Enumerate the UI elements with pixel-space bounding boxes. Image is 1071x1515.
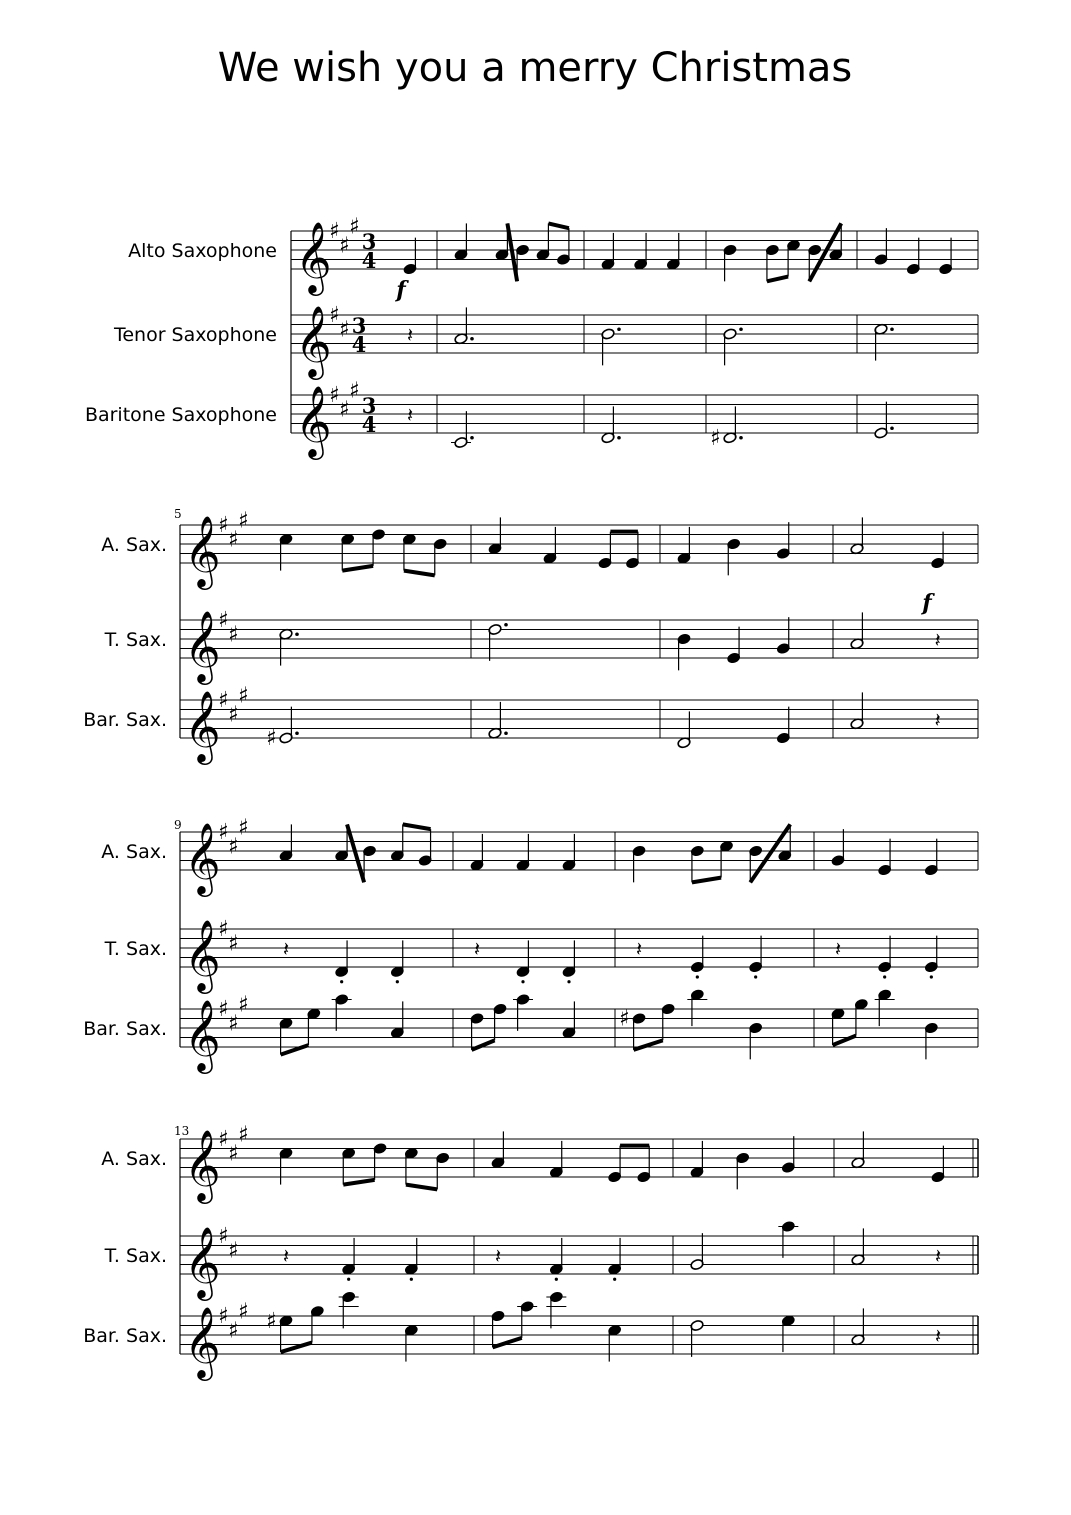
instrument-label: Alto Saxophone bbox=[128, 240, 277, 262]
staff-tenor bbox=[104, 608, 978, 685]
key-signature-sharp: ♯ bbox=[228, 931, 239, 957]
key-signature-sharp: ♯ bbox=[329, 303, 340, 328]
key-signature-sharp: ♯ bbox=[228, 1141, 239, 1167]
accidental-sharp: ♯ bbox=[619, 1006, 630, 1032]
staff-baritone bbox=[83, 989, 978, 1074]
augmentation-dot bbox=[295, 731, 299, 735]
beam bbox=[404, 571, 435, 576]
staccato-dot bbox=[754, 975, 757, 978]
instrument-label: T. Sax. bbox=[104, 629, 167, 651]
treble-clef-icon: 𝄞 bbox=[184, 1225, 221, 1298]
measure-number: 5 bbox=[174, 507, 182, 521]
quarter-rest-icon: 𝄽 bbox=[473, 937, 481, 961]
key-signature-sharp: ♯ bbox=[228, 527, 239, 553]
treble-clef-icon: 𝄞 bbox=[295, 304, 332, 377]
augmentation-dot bbox=[739, 327, 743, 331]
staff-baritone bbox=[83, 1291, 978, 1381]
quarter-rest-icon: 𝄽 bbox=[934, 708, 941, 732]
quarter-rest-icon: 𝄽 bbox=[934, 1244, 942, 1268]
instrument-label: A. Sax. bbox=[101, 534, 167, 556]
quarter-rest-icon: 𝄽 bbox=[635, 937, 643, 961]
treble-clef-icon: 𝄞 bbox=[184, 514, 221, 587]
time-signature-top: 3 bbox=[351, 313, 367, 338]
staff-alto bbox=[101, 508, 978, 590]
staccato-dot bbox=[410, 1278, 413, 1281]
beam bbox=[634, 1040, 663, 1050]
instrument-label: Bar. Sax. bbox=[83, 1018, 167, 1040]
key-signature-sharp: ♯ bbox=[339, 397, 350, 423]
treble-clef-icon: 𝄞 bbox=[184, 821, 221, 894]
beam bbox=[403, 824, 431, 829]
beam bbox=[692, 878, 721, 883]
key-signature-sharp: ♯ bbox=[339, 317, 350, 343]
staff-alto bbox=[128, 214, 978, 296]
system-2 bbox=[83, 507, 978, 765]
key-signature-sharp: ♯ bbox=[218, 513, 229, 538]
treble-clef-icon: 𝄞 bbox=[184, 689, 221, 762]
accidental-sharp: ♯ bbox=[710, 425, 721, 451]
key-signature-sharp: ♯ bbox=[238, 1122, 249, 1148]
key-signature-sharp: ♯ bbox=[218, 1304, 229, 1329]
quarter-rest-icon: 𝄽 bbox=[406, 323, 414, 347]
key-signature-sharp: ♯ bbox=[218, 820, 229, 845]
time-signature-bottom: 4 bbox=[361, 412, 377, 437]
beam bbox=[507, 223, 517, 281]
accidental-sharp: ♯ bbox=[266, 1308, 277, 1334]
treble-clef-icon: 𝄞 bbox=[184, 1305, 221, 1378]
score-title: We wish you a merry Christmas bbox=[217, 45, 853, 91]
instrument-label: Bar. Sax. bbox=[83, 1325, 167, 1347]
beam bbox=[767, 277, 788, 282]
accidental-sharp: ♯ bbox=[266, 726, 277, 751]
key-signature-sharp: ♯ bbox=[218, 688, 229, 713]
treble-clef-icon: 𝄞 bbox=[184, 998, 221, 1071]
key-signature-sharp: ♯ bbox=[238, 992, 249, 1018]
augmentation-dot bbox=[890, 426, 894, 430]
treble-clef-icon: 𝄞 bbox=[295, 220, 332, 293]
instrument-label: A. Sax. bbox=[101, 1148, 167, 1170]
key-signature-sharp: ♯ bbox=[228, 1238, 239, 1264]
key-signature-sharp: ♯ bbox=[238, 815, 249, 841]
measure-number: 13 bbox=[174, 1124, 190, 1138]
quarter-rest-icon: 𝄽 bbox=[934, 1324, 942, 1348]
staccato-dot bbox=[696, 975, 699, 978]
dynamic-marking: f bbox=[396, 277, 406, 303]
instrument-label: T. Sax. bbox=[104, 1245, 167, 1267]
instrument-label: Baritone Saxophone bbox=[84, 404, 277, 426]
instrument-label: A. Sax. bbox=[101, 841, 167, 863]
key-signature-sharp: ♯ bbox=[238, 1299, 249, 1325]
staccato-dot bbox=[930, 975, 933, 978]
system-3 bbox=[83, 815, 978, 1074]
augmentation-dot bbox=[470, 337, 474, 341]
quarter-rest-icon: 𝄽 bbox=[834, 937, 842, 961]
key-signature-sharp: ♯ bbox=[329, 383, 340, 408]
staff-baritone bbox=[85, 378, 978, 460]
time-signature-top: 3 bbox=[361, 229, 377, 254]
key-signature-sharp: ♯ bbox=[349, 378, 360, 404]
beam bbox=[472, 1040, 495, 1050]
quarter-rest-icon: 𝄽 bbox=[934, 628, 941, 652]
staff-baritone bbox=[83, 683, 978, 765]
beam bbox=[406, 1185, 437, 1190]
key-signature-sharp: ♯ bbox=[218, 997, 229, 1022]
quarter-rest-icon: 𝄽 bbox=[406, 403, 414, 427]
staff-tenor bbox=[104, 1220, 978, 1301]
treble-clef-icon: 𝄞 bbox=[295, 384, 332, 457]
augmentation-dot bbox=[295, 632, 299, 636]
measure-number: 9 bbox=[174, 818, 182, 832]
quarter-rest-icon: 𝄽 bbox=[494, 1244, 502, 1268]
quarter-rest-icon: 𝄽 bbox=[282, 937, 290, 961]
treble-clef-icon: 𝄞 bbox=[184, 609, 221, 682]
instrument-label: Tenor Saxophone bbox=[113, 324, 277, 346]
score-systems bbox=[83, 214, 978, 1381]
augmentation-dot bbox=[617, 436, 621, 440]
key-signature-sharp: ♯ bbox=[228, 1011, 239, 1037]
key-signature-sharp: ♯ bbox=[218, 1127, 229, 1152]
system-4 bbox=[83, 1122, 978, 1381]
dynamic-marking: f bbox=[922, 590, 932, 616]
staccato-dot bbox=[883, 975, 886, 978]
staccato-dot bbox=[555, 1278, 558, 1281]
augmentation-dot bbox=[617, 327, 621, 331]
staccato-dot bbox=[613, 1278, 616, 1281]
key-signature-sharp: ♯ bbox=[349, 214, 360, 240]
staccato-dot bbox=[567, 980, 570, 983]
staff-tenor bbox=[113, 303, 978, 380]
quarter-rest-icon: 𝄽 bbox=[282, 1244, 290, 1268]
staccato-dot bbox=[521, 980, 524, 983]
treble-clef-icon: 𝄞 bbox=[184, 1128, 221, 1201]
augmentation-dot bbox=[504, 731, 508, 735]
system-1 bbox=[85, 214, 978, 460]
key-signature-sharp: ♯ bbox=[329, 219, 340, 244]
beam bbox=[342, 566, 373, 571]
staff-tenor bbox=[104, 917, 978, 994]
key-signature-sharp: ♯ bbox=[218, 917, 229, 942]
augmentation-dot bbox=[470, 436, 474, 440]
staccato-dot bbox=[396, 980, 399, 983]
staccato-dot bbox=[340, 980, 343, 983]
time-signature-bottom: 4 bbox=[351, 332, 367, 357]
beam bbox=[493, 1338, 522, 1348]
key-signature-sharp: ♯ bbox=[228, 1318, 239, 1344]
staff-alto bbox=[101, 1122, 978, 1204]
augmentation-dot bbox=[890, 327, 894, 331]
beam bbox=[347, 824, 364, 882]
staccato-dot bbox=[347, 1278, 350, 1281]
augmentation-dot bbox=[504, 623, 508, 627]
instrument-label: Bar. Sax. bbox=[83, 709, 167, 731]
augmentation-dot bbox=[739, 436, 743, 440]
key-signature-sharp: ♯ bbox=[228, 702, 239, 728]
beam bbox=[343, 1180, 374, 1185]
time-signature-top: 3 bbox=[361, 393, 377, 418]
treble-clef-icon: 𝄞 bbox=[184, 918, 221, 991]
key-signature-sharp: ♯ bbox=[238, 508, 249, 534]
beam bbox=[548, 223, 569, 228]
key-signature-sharp: ♯ bbox=[218, 1224, 229, 1249]
key-signature-sharp: ♯ bbox=[218, 608, 229, 633]
time-signature-bottom: 4 bbox=[361, 248, 377, 273]
key-signature-sharp: ♯ bbox=[228, 834, 239, 860]
staff-alto bbox=[101, 815, 978, 897]
key-signature-sharp: ♯ bbox=[228, 622, 239, 648]
key-signature-sharp: ♯ bbox=[238, 683, 249, 709]
key-signature-sharp: ♯ bbox=[339, 233, 350, 259]
instrument-label: T. Sax. bbox=[104, 938, 167, 960]
